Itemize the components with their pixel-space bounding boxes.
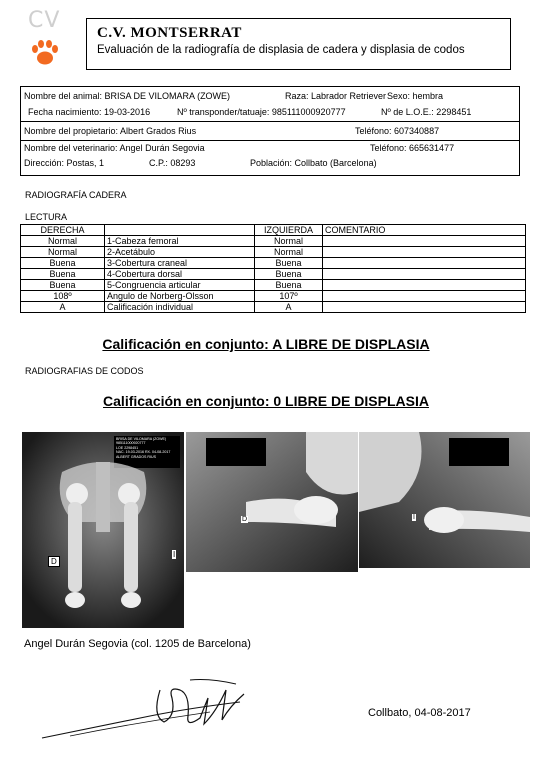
clinic-name: C.V. MONTSERRAT [97,25,242,41]
cell-criterion: 1-Cabeza femoral [105,236,255,247]
table-row [21,247,526,258]
cell-left: 107º [255,291,323,302]
cell-left: Buena [255,280,323,291]
elbow-marker-left: I [413,514,415,521]
cell-left: A [255,302,323,313]
cell-comment [323,247,526,258]
animal-breed: Raza: Labrador Retriever [285,91,387,101]
cell-criterion: 2-Acetábulo [105,247,255,258]
hip-summary: Calificación en conjunto: A LIBRE DE DISPLASIA [102,336,430,352]
cell-right: Normal [21,236,105,247]
hip-marker-d: D [48,556,60,567]
plate-line: NAC. 19-03-2016 RX. 04-08-2017 [116,450,171,455]
place-and-date: Collbato, 04-08-2017 [368,707,471,719]
plate-line: LOE 2298451 [116,445,139,450]
hip-xray-plate [116,437,170,459]
plate-line: 985111000920777 [116,441,146,446]
cell-comment [323,302,526,313]
cell-right: 108º [21,291,105,302]
table-row [21,280,526,291]
cell-right: Buena [21,269,105,280]
info-row-ids [21,103,519,122]
cell-right: Normal [21,247,105,258]
cell-criterion: 3-Cobertura craneal [105,258,255,269]
vet-address: Dirección: Postas, 1 [24,158,105,168]
cell-right: Buena [21,258,105,269]
animal-sex: Sexo: hembra [387,91,444,101]
reading-label: LECTURA [25,212,68,222]
column-header-criterion [105,225,255,236]
table-row [21,258,526,269]
cell-left: Buena [255,258,323,269]
elbow-marker-right: D [242,516,248,523]
elbow-section-title: RADIOGRAFIAS DE CODOS [25,366,144,376]
cell-comment [323,280,526,291]
cell-criterion: 5-Congruencia articular [105,280,255,291]
table-row [21,236,526,247]
elbow-xray-right [186,432,358,572]
cell-comment [323,236,526,247]
signer-name: Angel Durán Segovia (col. 1205 de Barcelona) [24,638,251,650]
elbow-summary: Calificación en conjunto: 0 LIBRE DE DISPLASIA [103,393,429,409]
table-row [21,302,526,313]
elbow-xray-left [359,432,530,568]
cell-left: Buena [255,269,323,280]
table-header-row [21,225,526,236]
cell-criterion: Angulo de Norberg-Olsson [105,291,255,302]
vet-name: Nombre del veterinario: Angel Durán Segovia [24,143,205,153]
animal-transponder: Nº transponder/tatuaje: 985111000920777 [177,107,346,117]
cell-left: Normal [255,236,323,247]
column-header-comment: COMENTARIO [323,225,526,236]
paw-icon [30,38,60,68]
table-row [21,269,526,280]
cell-right: A [21,302,105,313]
cell-criterion: Calificación individual [105,302,255,313]
column-header-right: DERECHA [21,225,105,236]
animal-loe: Nº de L.O.E.: 2298451 [381,107,472,117]
plate-line: ALBERT GRADOS RIUS [116,454,157,459]
vet-phone: Teléfono: 665631477 [370,143,455,153]
owner-phone: Teléfono: 607340887 [355,126,440,136]
info-row-address [21,154,519,172]
vet-postal-code: C.P.: 08293 [149,158,196,168]
document-subtitle: Evaluación de la radiografía de displasia de cadera y displasia de codos [97,44,465,56]
header-box [86,18,511,70]
cell-left: Normal [255,247,323,258]
logo-text: CV [28,8,61,33]
handwritten-signature [40,676,250,746]
hip-xray-image [22,432,184,628]
cell-comment [323,258,526,269]
cell-comment [323,291,526,302]
cell-criterion: 4-Cobertura dorsal [105,269,255,280]
hip-section-title: RADIOGRAFÍA CADERA [25,190,127,200]
column-header-left: IZQUIERDA [255,225,323,236]
hip-marker-i: I [173,550,176,559]
vet-town: Población: Collbato (Barcelona) [250,158,377,168]
animal-birthdate: Fecha nacimiento: 19-03-2016 [28,107,151,117]
hip-reading-table [20,224,526,313]
owner-name: Nombre del propietario: Albert Grados Rius [24,126,197,136]
cell-comment [323,269,526,280]
animal-name: Nombre del animal: BRISA DE VILOMARA (ZOWE) [24,91,231,101]
plate-line: BRISA DE VILOMARA (ZOWE) [116,437,167,441]
cell-right: Buena [21,280,105,291]
patient-info-box [20,86,520,176]
clinic-logo [22,8,68,68]
table-row [21,291,526,302]
